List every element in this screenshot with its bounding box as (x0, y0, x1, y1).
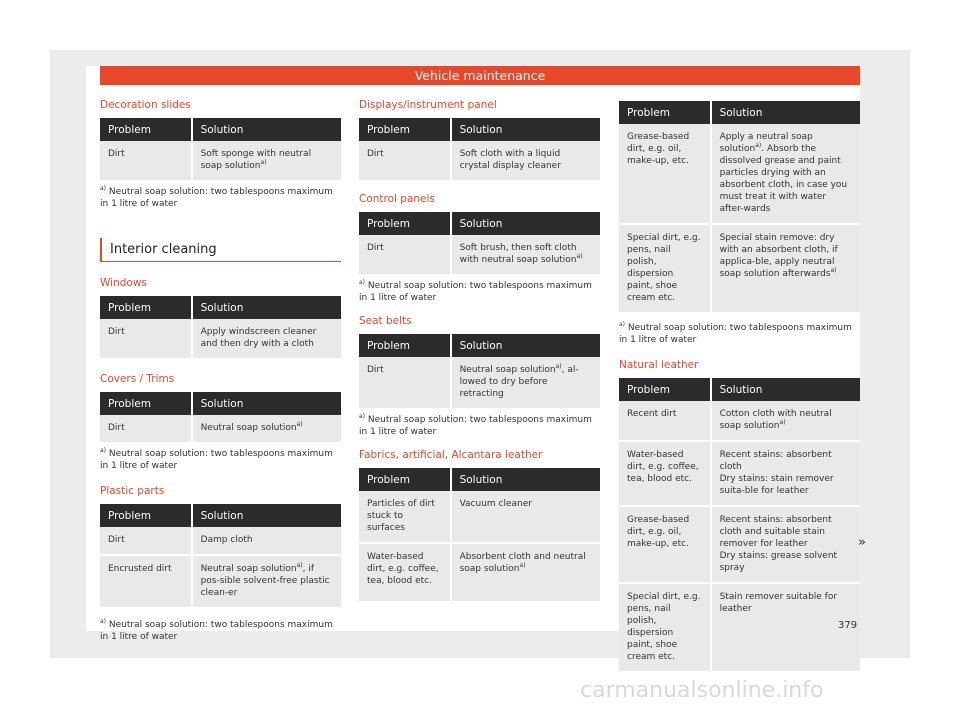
table-row (619, 124, 860, 224)
problem-cell: Grease-based dirt, e.g. oil, make-up, etc. (619, 124, 711, 224)
header-problem: Problem (619, 378, 711, 401)
header-problem: Problem (100, 118, 192, 141)
header-solution: Solution (711, 378, 860, 401)
solution-cell: Stain remover suitable for leather (711, 583, 860, 671)
footnote-ref: a) (755, 142, 762, 149)
interior-cleaning-heading: Interior cleaning (100, 238, 341, 262)
table-row (619, 441, 860, 506)
footnote-ref: a) (576, 253, 583, 260)
section-fabrics-continued (619, 101, 860, 346)
problem-cell: Dirt (359, 141, 451, 180)
solution-cell: Soft brush, then soft cloth with neutral soap solution$^{a)}$ (451, 235, 600, 274)
fabrics-continued-table (619, 101, 860, 312)
watermark: carmanualsonline.info (580, 678, 824, 703)
problem-cell: Encrusted dirt (100, 555, 192, 607)
table-row (619, 224, 860, 312)
header-problem: Problem (359, 334, 451, 357)
section-title: Fabrics, artificial, Alcantara leather (359, 449, 543, 461)
section-covers-trims (100, 372, 341, 472)
solution-cell: Apply a neutral soap solution$^{a)}$. Absorb the dissolved grease and paint particles drying with an absorbent cloth, in case you must treat it with water after-wards (711, 124, 860, 224)
problem-cell: Grease-based dirt, e.g. oil, make-up, etc. (619, 506, 711, 583)
header-problem: Problem (359, 468, 451, 491)
solution-cell: Special stain remove: dry with an absorbent cloth, if applica-ble, apply neutral soap solution afterwards$^{a)}$ (711, 224, 860, 312)
section-natural-leather (619, 358, 860, 671)
solution-cell: Soft cloth with a liquid crystal display cleaner (451, 141, 600, 180)
footnote: $^{a)}$ Neutral soap solution: two tablespoons maximum in 1 litre of water (619, 321, 852, 345)
section-title: Decoration slides (100, 99, 191, 111)
footnote: $^{a)}$ Neutral soap solution: two tablespoons maximum in 1 litre of water (359, 413, 592, 437)
footnote-ref: a) (260, 159, 267, 166)
solution-cell: Neutral soap solution$^{a)}$, al-lowed to dry before retracting (451, 357, 600, 408)
header-problem: Problem (100, 392, 192, 415)
section-title: Displays/instrument panel (359, 99, 497, 111)
table-row (100, 415, 341, 442)
windows-table (100, 296, 341, 358)
covers-table (100, 392, 341, 442)
header-problem: Problem (619, 101, 711, 124)
footnote: $^{a)}$ Neutral soap solution: two tablespoons maximum in 1 litre of water (100, 447, 333, 471)
section-seat-belts (359, 314, 600, 438)
header-solution: Solution (192, 296, 341, 319)
fabrics-table (359, 468, 600, 601)
solution-cell: Neutral soap solution$^{a)}$, if pos-sible solvent-free plastic clean-er (192, 555, 341, 607)
header-solution: Solution (711, 101, 860, 124)
footnote-ref: a) (519, 562, 526, 569)
table-row (619, 506, 860, 583)
footnote-ref: a) (555, 363, 562, 370)
problem-cell: Dirt (100, 319, 192, 358)
table-row (100, 555, 341, 607)
page-number: 379 (838, 620, 858, 631)
header-solution: Solution (451, 468, 600, 491)
problem-cell: Dirt (359, 235, 451, 274)
table-row (359, 543, 600, 601)
table-row (100, 527, 341, 555)
decoration-table (100, 118, 341, 180)
table-row (619, 401, 860, 441)
header-problem: Problem (100, 296, 192, 319)
column-left (100, 98, 341, 651)
footnote: $^{a)}$ Neutral soap solution: two tablespoons maximum in 1 litre of water (100, 618, 333, 642)
problem-cell: Particles of dirt stuck to surfaces (359, 491, 451, 543)
section-title: Windows (100, 277, 147, 289)
header-problem: Problem (100, 504, 192, 527)
problem-cell: Recent dirt (619, 401, 711, 441)
footnote-ref: a) (296, 562, 303, 569)
problem-cell: Special dirt, e.g. pens, nail polish, dispersion paint, shoe cream etc. (619, 583, 711, 671)
header-solution: Solution (192, 392, 341, 415)
section-displays (359, 98, 600, 180)
section-plastic-parts (100, 484, 341, 643)
section-windows (100, 276, 341, 358)
table-row (359, 235, 600, 274)
solution-cell: Neutral soap solution$^{a)}$ (192, 415, 341, 442)
control-table (359, 212, 600, 274)
problem-cell: Special dirt, e.g. pens, nail polish, dispersion paint, shoe cream etc. (619, 224, 711, 312)
problem-cell: Dirt (100, 527, 192, 555)
section-title: Covers / Trims (100, 373, 175, 385)
table-row (359, 491, 600, 543)
table-row (359, 141, 600, 180)
header-problem: Problem (359, 212, 451, 235)
page-header: Vehicle maintenance (100, 66, 860, 85)
table-row (619, 583, 860, 671)
solution-cell: Recent stains: absorbent cloth and suitable stain remover for leather Dry stains: grease solvent spray (711, 506, 860, 583)
problem-cell: Dirt (100, 415, 192, 442)
header-solution: Solution (192, 118, 341, 141)
section-title: Plastic parts (100, 485, 165, 497)
section-decoration-slides (100, 98, 341, 210)
header-solution: Solution (192, 504, 341, 527)
solution-cell: Apply windscreen cleaner and then dry with a cloth (192, 319, 341, 358)
footnote-ref: a) (830, 267, 837, 274)
footnote-ref: a) (296, 421, 303, 428)
section-title: Seat belts (359, 315, 412, 327)
section-title: Natural leather (619, 359, 699, 371)
continue-arrow-icon: » (858, 535, 866, 550)
problem-cell: Water-based dirt, e.g. coffee, tea, blood etc. (619, 441, 711, 506)
solution-cell: Damp cloth (192, 527, 341, 555)
problem-cell: Water-based dirt, e.g. coffee, tea, blood etc. (359, 543, 451, 601)
footnote-ref: a) (779, 419, 786, 426)
section-control-panels (359, 192, 600, 304)
plastic-table (100, 504, 341, 607)
section-title: Control panels (359, 193, 435, 205)
column-right (619, 101, 860, 679)
displays-table (359, 118, 600, 180)
column-middle (359, 98, 600, 609)
header-solution: Solution (451, 118, 600, 141)
seatbelts-table (359, 334, 600, 408)
solution-cell: Vacuum cleaner (451, 491, 600, 543)
header-problem: Problem (359, 118, 451, 141)
leather-table (619, 378, 860, 671)
footnote: $^{a)}$ Neutral soap solution: two tablespoons maximum in 1 litre of water (100, 185, 333, 209)
section-fabrics (359, 448, 600, 601)
solution-cell: Absorbent cloth and neutral soap solution$^{a)}$ (451, 543, 600, 601)
footnote: $^{a)}$ Neutral soap solution: two tablespoons maximum in 1 litre of water (359, 279, 592, 303)
table-row (359, 357, 600, 408)
problem-cell: Dirt (100, 141, 192, 180)
solution-cell: Recent stains: absorbent cloth Dry stains: stain remover suita-ble for leather (711, 441, 860, 506)
table-row (100, 141, 341, 180)
problem-cell: Dirt (359, 357, 451, 408)
solution-cell: Cotton cloth with neutral soap solution$^{a)}$ (711, 401, 860, 441)
header-solution: Solution (451, 334, 600, 357)
solution-cell: Soft sponge with neutral soap solution$^{a)}$ (192, 141, 341, 180)
header-solution: Solution (451, 212, 600, 235)
table-row (100, 319, 341, 358)
